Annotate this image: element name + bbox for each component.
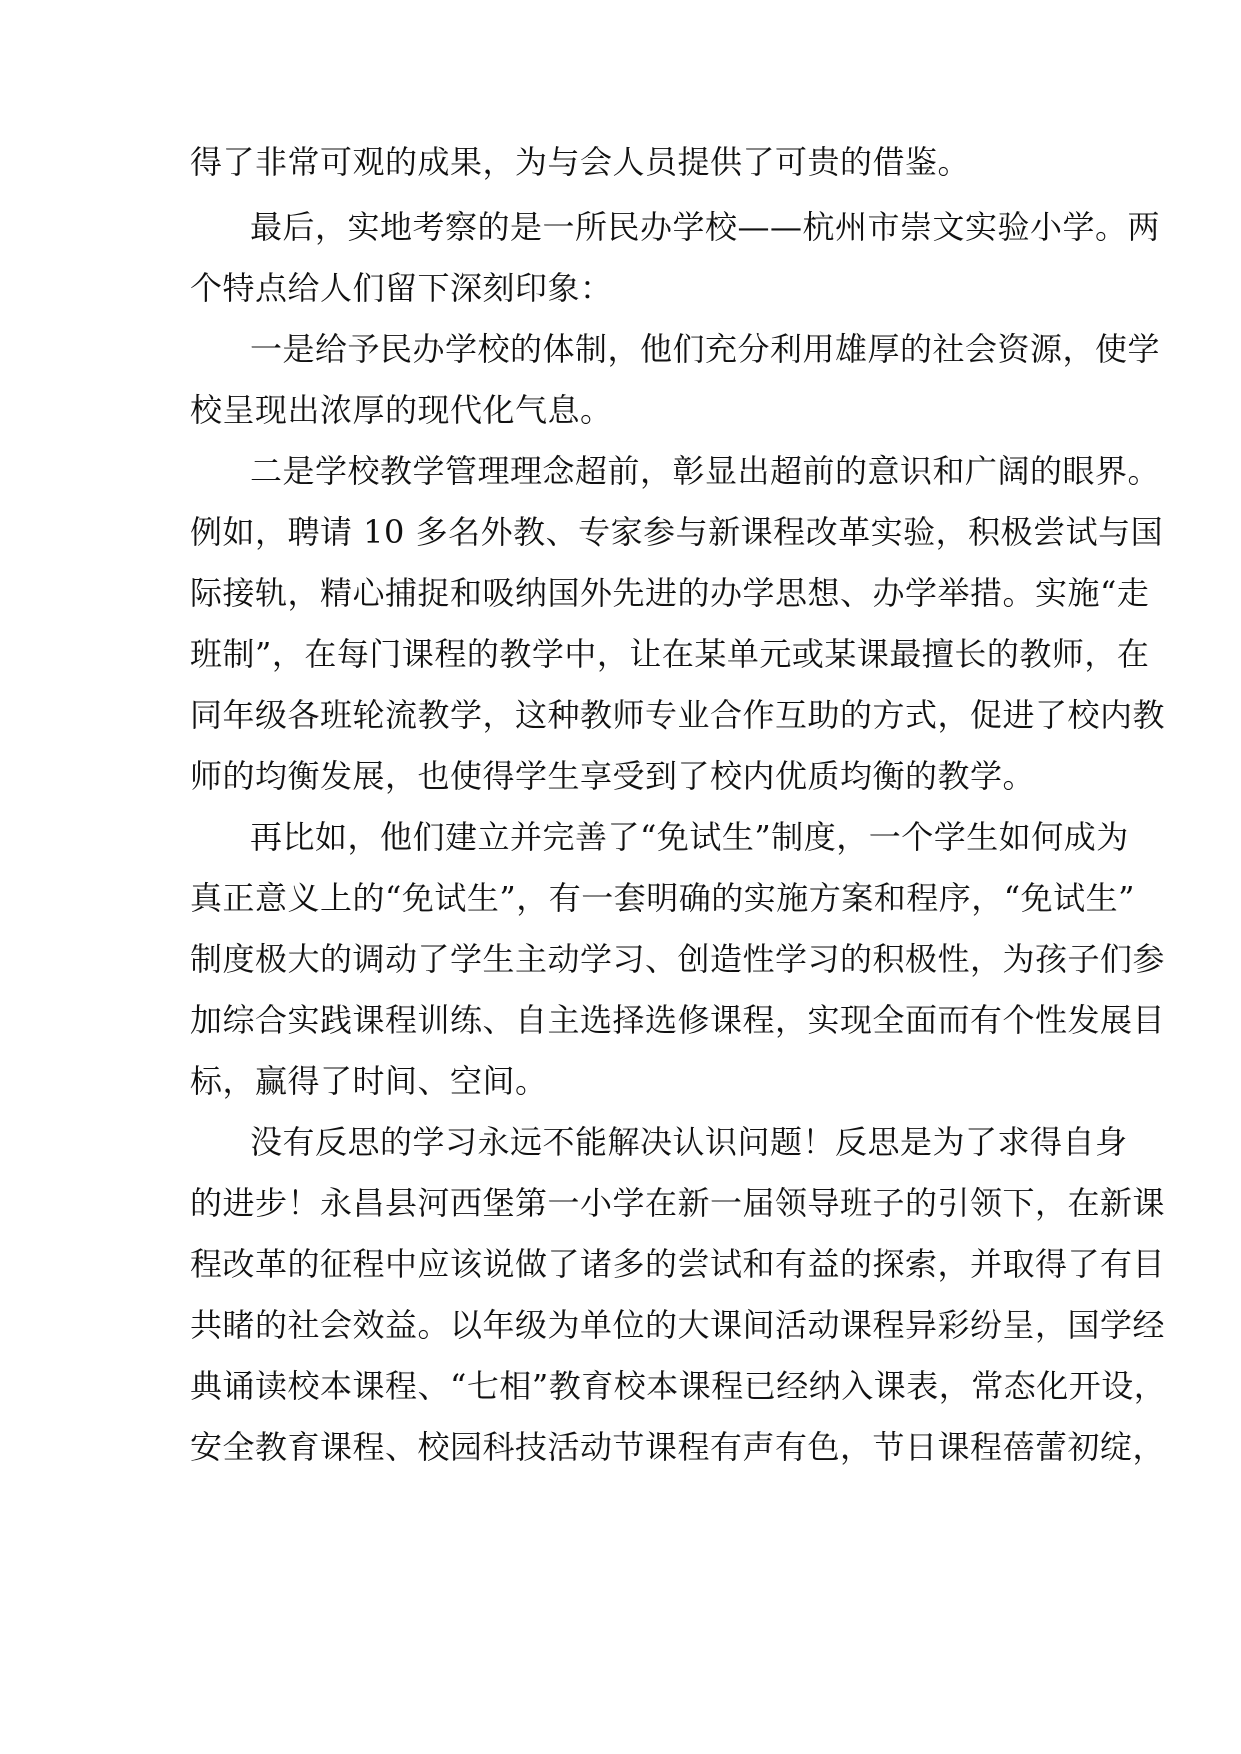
text-line: 个特点给人们留下深刻印象： <box>190 269 613 307</box>
paragraph-start-line: 再比如，他们建立并完善了“免试生”制度，一个学生如何成为 <box>250 818 1129 856</box>
text-line: 真正意义上的“免试生”，有一套明确的实施方案和程序，“免试生” <box>190 879 1135 917</box>
text-line: 典诵读校本课程、“七相”教育校本课程已经纳入课表，常态化开设， <box>190 1367 1167 1405</box>
text-line: 程改革的征程中应该说做了诸多的尝试和有益的探索，并取得了有目 <box>190 1245 1166 1283</box>
paragraph-start-line: 二是学校教学管理理念超前，彰显出超前的意识和广阔的眼界。 <box>250 452 1161 490</box>
text-line: 的进步！永昌县河西堡第一小学在新一届领导班子的引领下，在新课 <box>190 1184 1166 1222</box>
text-line: 班制”，在每门课程的教学中，让在某单元或某课最擅长的教师，在 <box>190 635 1150 673</box>
text-line: 安全教育课程、校园科技活动节课程有声有色，节日课程蓓蕾初绽， <box>190 1428 1166 1466</box>
text-line: 共睹的社会效益。以年级为单位的大课间活动课程异彩纷呈，国学经 <box>190 1306 1166 1344</box>
text-line: 例如，聘请 10 多名外教、专家参与新课程改革实验，积极尝试与国 <box>190 513 1164 551</box>
paragraph-start-line: 最后，实地考察的是一所民办学校——杭州市崇文实验小学。两 <box>250 208 1161 246</box>
paragraph-start-line: 一是给予民办学校的体制，他们充分利用雄厚的社会资源，使学 <box>250 330 1161 368</box>
text-line: 校呈现出浓厚的现代化气息。 <box>190 391 613 429</box>
paragraph-start-line: 没有反思的学习永远不能解决认识问题！反思是为了求得自身 <box>250 1123 1128 1161</box>
text-line: 得了非常可观的成果，为与会人员提供了可贵的借鉴。 <box>190 143 971 181</box>
text-line: 际接轨，精心捕捉和吸纳国外先进的办学思想、办学举措。实施“走 <box>190 574 1150 612</box>
text-line: 制度极大的调动了学生主动学习、创造性学习的积极性，为孩子们参 <box>190 940 1166 978</box>
text-line: 标，赢得了时间、空间。 <box>190 1062 548 1100</box>
text-line: 师的均衡发展，也使得学生享受到了校内优质均衡的教学。 <box>190 757 1036 795</box>
text-line: 同年级各班轮流教学，这种教师专业合作互助的方式，促进了校内教 <box>190 696 1166 734</box>
text-line: 加综合实践课程训练、自主选择选修课程，实现全面而有个性发展目 <box>190 1001 1166 1039</box>
